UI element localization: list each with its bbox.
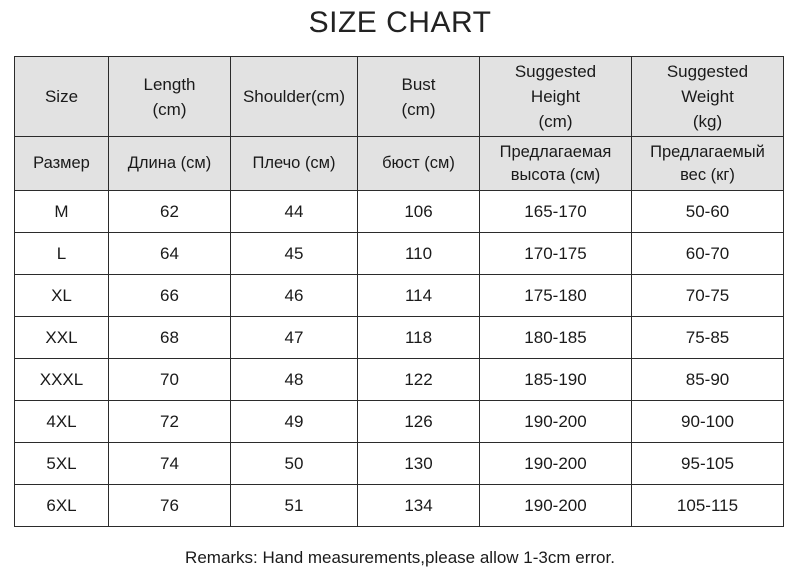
bust-cell: 134 — [358, 485, 480, 527]
size-cell: M — [15, 191, 109, 233]
header-size-ru: Размер — [15, 137, 109, 191]
weight-cell: 60-70 — [632, 233, 784, 275]
bust-cell: 130 — [358, 443, 480, 485]
size-cell: 4XL — [15, 401, 109, 443]
shoulder-cell: 50 — [231, 443, 358, 485]
header-suggested-height-ru: Предлагаемая высота (см) — [480, 137, 632, 191]
table-row — [15, 443, 784, 485]
weight-cell: 50-60 — [632, 191, 784, 233]
shoulder-cell: 51 — [231, 485, 358, 527]
size-cell: XXL — [15, 317, 109, 359]
length-cell: 66 — [109, 275, 231, 317]
size-cell: 6XL — [15, 485, 109, 527]
weight-cell: 90-100 — [632, 401, 784, 443]
bust-cell: 110 — [358, 233, 480, 275]
header-suggested-weight-ru: Предлагаемый вес (кг) — [632, 137, 784, 191]
length-cell: 64 — [109, 233, 231, 275]
height-cell: 175-180 — [480, 275, 632, 317]
shoulder-cell: 44 — [231, 191, 358, 233]
table-row — [15, 359, 784, 401]
bust-cell: 106 — [358, 191, 480, 233]
size-cell: XL — [15, 275, 109, 317]
remarks-note: Remarks: Hand measurements,please allow 1-3cm error. — [185, 548, 615, 567]
length-cell: 68 — [109, 317, 231, 359]
weight-cell: 95-105 — [632, 443, 784, 485]
table-row — [15, 233, 784, 275]
shoulder-cell: 46 — [231, 275, 358, 317]
length-cell: 74 — [109, 443, 231, 485]
size-cell: XXXL — [15, 359, 109, 401]
weight-cell: 105-115 — [632, 485, 784, 527]
weight-cell: 70-75 — [632, 275, 784, 317]
shoulder-cell: 47 — [231, 317, 358, 359]
bust-cell: 114 — [358, 275, 480, 317]
table-row — [15, 317, 784, 359]
bust-cell: 126 — [358, 401, 480, 443]
table-row — [15, 191, 784, 233]
header-row-english — [15, 57, 784, 137]
table-row — [15, 485, 784, 527]
length-cell: 70 — [109, 359, 231, 401]
header-suggested-height: Suggested Height (cm) — [480, 57, 632, 137]
height-cell: 170-175 — [480, 233, 632, 275]
height-cell: 190-200 — [480, 401, 632, 443]
height-cell: 190-200 — [480, 485, 632, 527]
bust-cell: 118 — [358, 317, 480, 359]
length-cell: 72 — [109, 401, 231, 443]
shoulder-cell: 45 — [231, 233, 358, 275]
size-cell: L — [15, 233, 109, 275]
table-row — [15, 275, 784, 317]
size-chart-table — [14, 56, 784, 527]
header-length-ru: Длина (см) — [109, 137, 231, 191]
shoulder-cell: 49 — [231, 401, 358, 443]
height-cell: 165-170 — [480, 191, 632, 233]
height-cell: 190-200 — [480, 443, 632, 485]
height-cell: 185-190 — [480, 359, 632, 401]
size-cell: 5XL — [15, 443, 109, 485]
header-shoulder: Shoulder(cm) — [231, 57, 358, 137]
table-row — [15, 401, 784, 443]
length-cell: 76 — [109, 485, 231, 527]
header-shoulder-ru: Плечо (см) — [231, 137, 358, 191]
length-cell: 62 — [109, 191, 231, 233]
header-size: Size — [15, 57, 109, 137]
shoulder-cell: 48 — [231, 359, 358, 401]
height-cell: 180-185 — [480, 317, 632, 359]
header-bust-ru: бюст (см) — [358, 137, 480, 191]
page-title: SIZE CHART — [308, 6, 492, 39]
header-length: Length (cm) — [109, 57, 231, 137]
header-suggested-weight: Suggested Weight (kg) — [632, 57, 784, 137]
weight-cell: 85-90 — [632, 359, 784, 401]
header-row-russian — [15, 137, 784, 191]
bust-cell: 122 — [358, 359, 480, 401]
header-bust: Bust (cm) — [358, 57, 480, 137]
weight-cell: 75-85 — [632, 317, 784, 359]
